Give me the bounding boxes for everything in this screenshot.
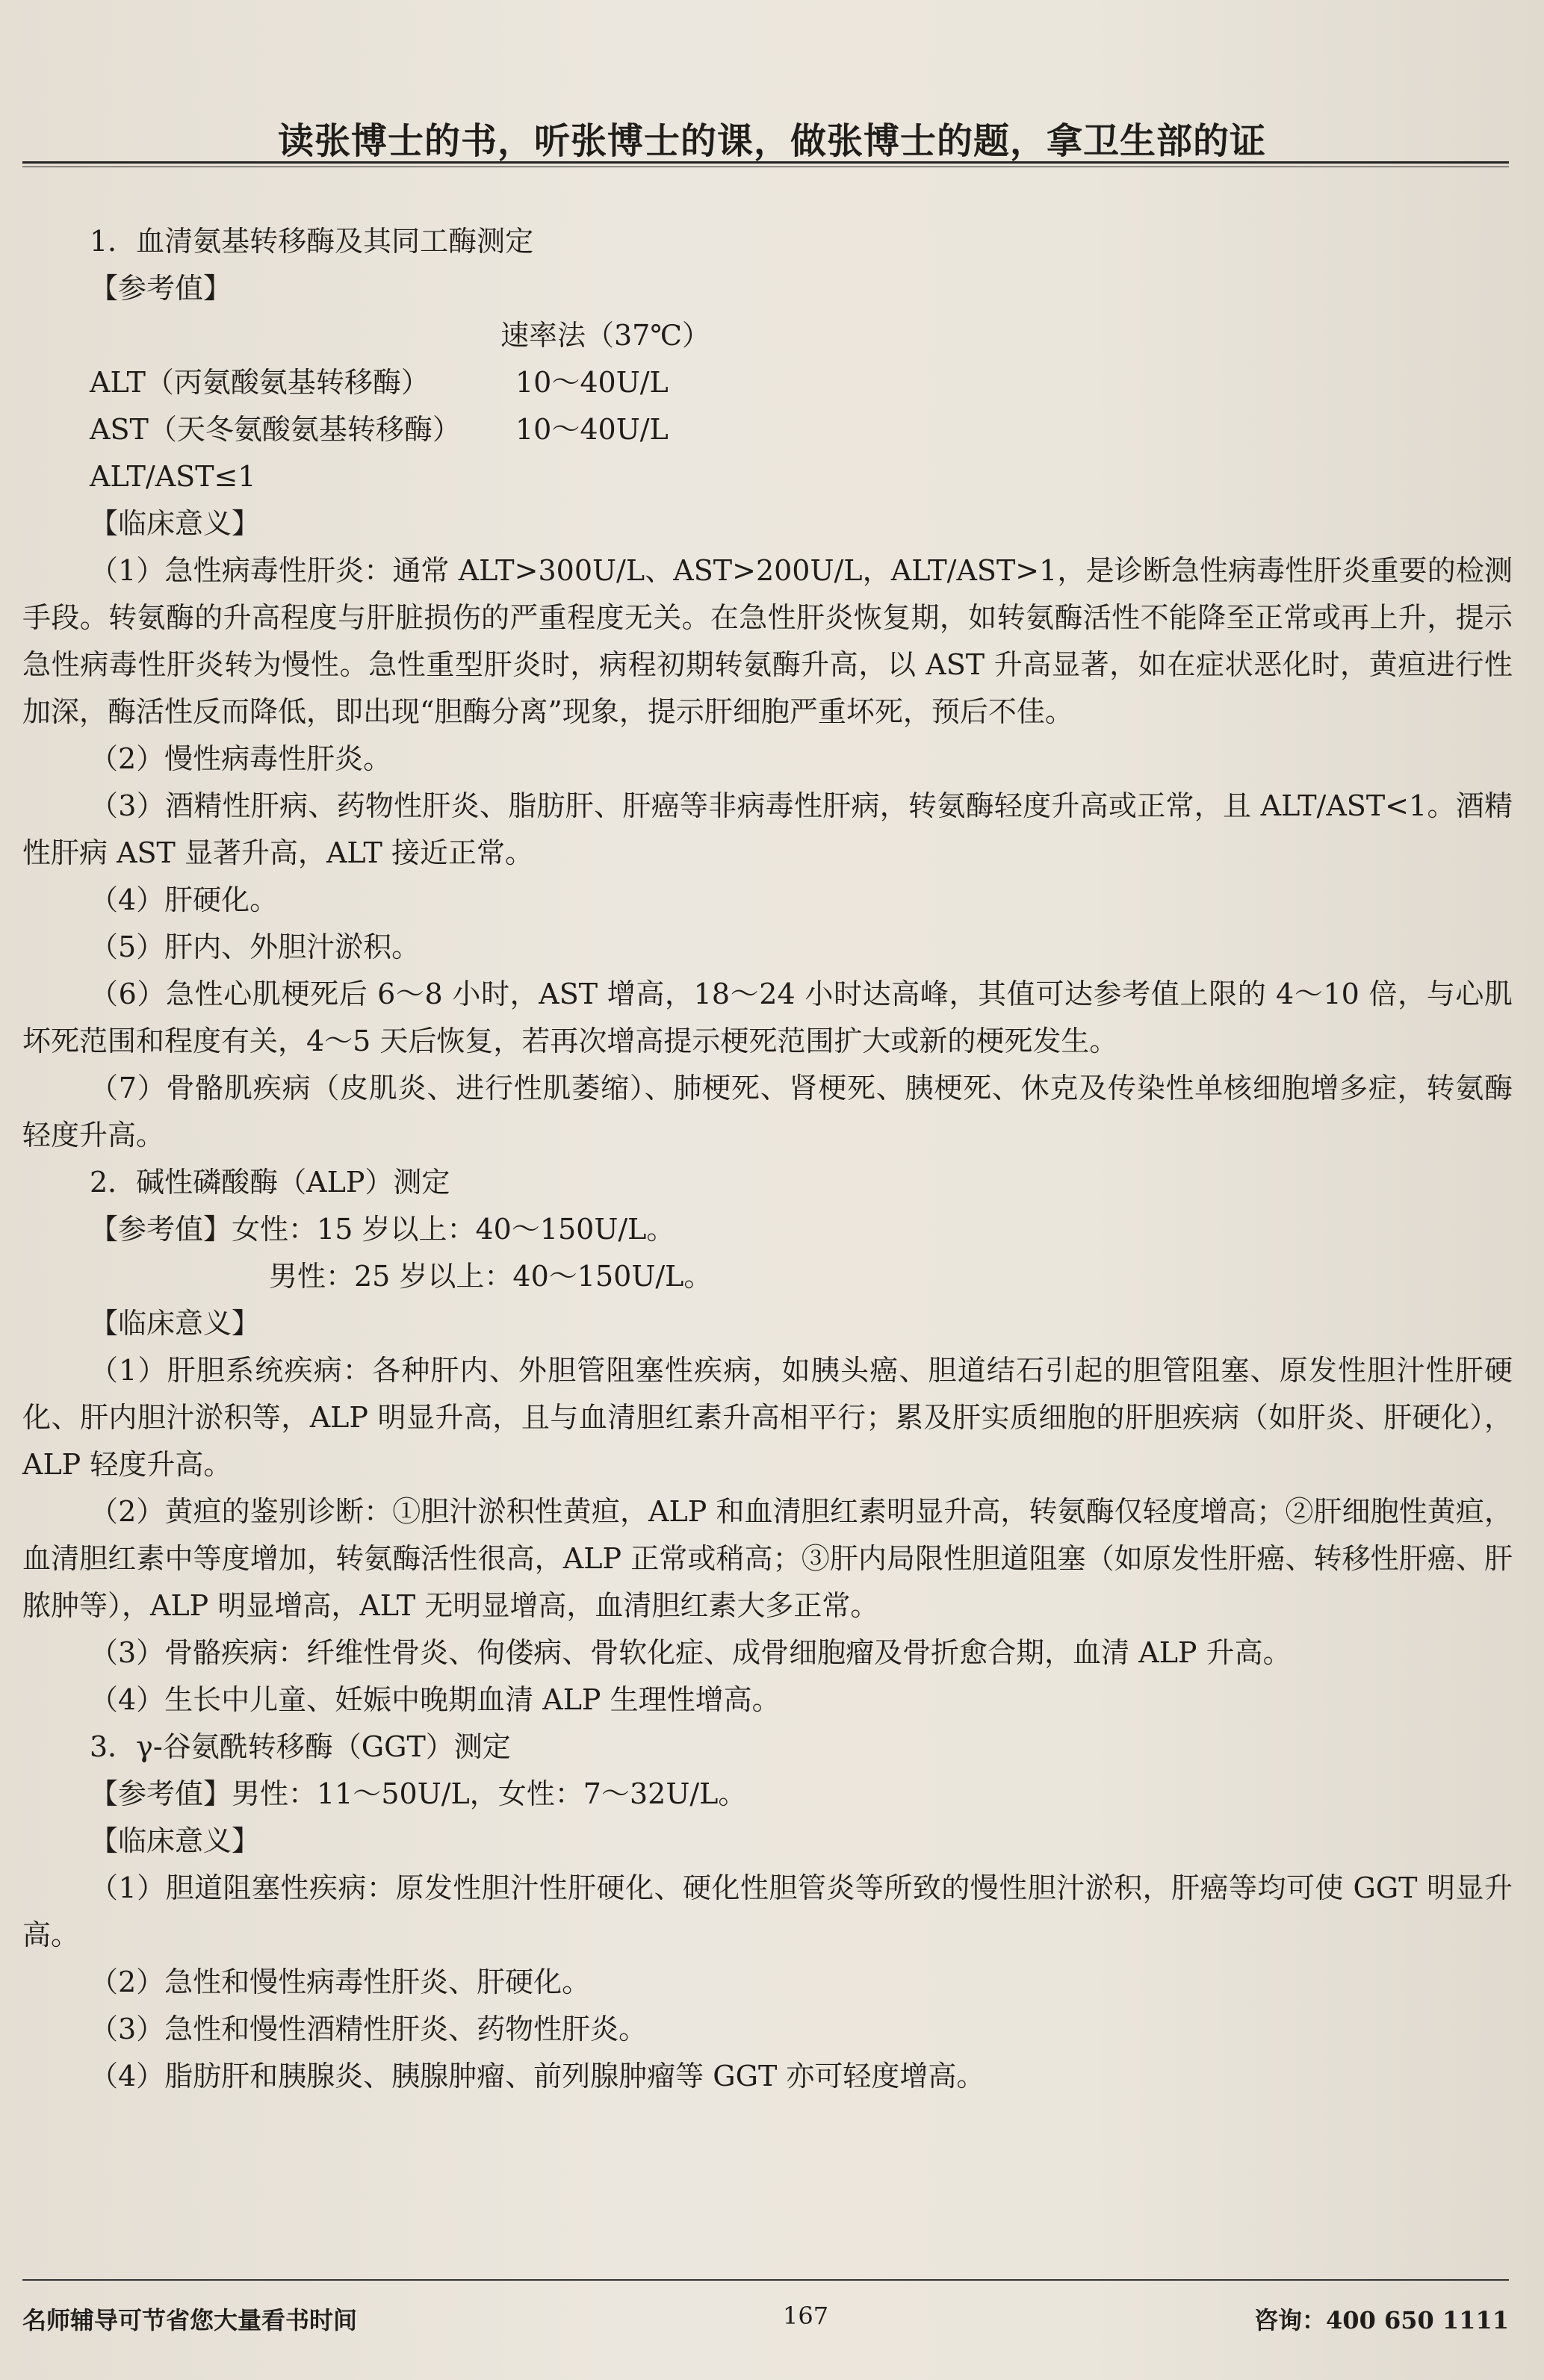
section-1-item-1: （1）急性病毒性肝炎：通常 ALT>300U/L、AST>200U/L，ALT/AST>1，是诊断急性病毒性肝炎重要的检测手段。转氨酶的升高程度与肝脏损伤的严重程度无关。在急性肝炎恢复期，如转氨酶活性不能降至正常或再上升，提示急性病毒性肝炎转为慢性。急性重型肝炎时，病程初期转氨酶升高，以 AST 升高显著，如在症状恶化时，黄疸进行性加深，酶活性反而降低，即出现“胆酶分离”现象，提示肝细胞严重坏死，预后不佳。 (22, 554, 1513, 728)
section-1-item-4: （4）肝硬化。 (90, 883, 279, 916)
section-1-item-5: （5）肝内、外胆汁淤积。 (90, 930, 421, 963)
section-1-item-2: （2）慢性病毒性肝炎。 (90, 742, 392, 775)
section-3-ref (22, 1771, 1513, 1818)
section-2-item-1: （1）肝胆系统疾病：各种肝内、外胆管阻塞性疾病，如胰头癌、胆道结石引起的胆管阻塞、原发性胆汁性肝硬化、肝内胆汁淤积等，ALP 明显升高，且与血清胆红素升高相平行；累及肝实质细胞的肝胆疾病（如肝炎、肝硬化），ALP 轻度升高。 (22, 1354, 1513, 1481)
section-2-clinical-label: 【临床意义】 (90, 1307, 261, 1340)
section-1-item-3: （3）酒精性肝病、药物性肝炎、脂肪肝、肝癌等非病毒性肝病，转氨酶轻度升高或正常，且 ALT/AST<1。酒精性肝病 AST 显著升高，ALT 接近正常。 (22, 789, 1513, 869)
section-2-item-2: （2）黄疸的鉴别诊断：①胆汁淤积性黄疸，ALP 和血清胆红素明显升高，转氨酶仅轻度增高；②肝细胞性黄疸，血清胆红素中等度增加，转氨酶活性很高，ALP 正常或稍高；③肝内局限性胆道阻塞（如原发性肝癌、转移性肝癌、肝脓肿等），ALP 明显增高，ALT 无明显增高，血清胆红素大多正常。 (22, 1495, 1513, 1622)
page-number: 167 (782, 2302, 829, 2330)
page-footer (22, 2302, 1509, 2336)
section-2-ref-label: 【参考值】 (90, 1213, 232, 1246)
ref-row-ast (22, 406, 1513, 453)
section-2-ref-male-row (22, 1253, 1513, 1300)
section-2-title: 2．碱性磷酸酶（ALP）测定 (90, 1166, 450, 1199)
footer-slogan: 名师辅导可节省您大量看书时间 (22, 2306, 358, 2334)
section-3-item-4: （4）脂肪肝和胰腺炎、胰腺肿瘤、前列腺肿瘤等 GGT 亦可轻度增高。 (90, 2060, 985, 2092)
section-1-clinical-label: 【临床意义】 (90, 507, 261, 540)
main-content (22, 218, 1513, 2100)
section-3-title: 3．γ-谷氨酰转移酶（GGT）测定 (90, 1730, 511, 1763)
section-3-ref-label: 【参考值】 (90, 1777, 232, 1810)
section-2-ref-female (22, 1206, 1513, 1253)
section-1-item-7: （7）骨骼肌疾病（皮肌炎、进行性肌萎缩）、肺梗死、肾梗死、胰梗死、休克及传染性单核细胞增多症，转氨酶轻度升高。 (22, 1072, 1513, 1152)
footer-contact: 咨询：400 650 1111 (1254, 2306, 1509, 2334)
ref-row-alt (22, 359, 1513, 406)
section-1-title: 1．血清氨基转移酶及其同工酶测定 (90, 225, 534, 258)
section-3-item-2: （2）急性和慢性病毒性肝炎、肝硬化。 (90, 1966, 591, 1998)
alt-name: ALT（丙氨酸氨基转移酶） (90, 366, 430, 399)
footer-rule (22, 2279, 1509, 2281)
section-1-item-6: （6）急性心肌梗死后 6～8 小时，AST 增高，18～24 小时达高峰，其值可达参考值上限的 4～10 倍，与心肌坏死范围和程度有关，4～5 天后恢复，若再次增高提示梗死范围扩大或新的梗死发生。 (22, 978, 1513, 1057)
section-3-item-1: （1）胆道阻塞性疾病：原发性胆汁性肝硬化、硬化性胆管炎等所致的慢性胆汁淤积，肝癌等均可使 GGT 明显升高。 (22, 1871, 1513, 1951)
page-header-title: 读张博士的书，听张博士的课，做张博士的题，拿卫生部的证 (277, 120, 1266, 162)
ast-name: AST（天冬氨酸氨基转移酶） (90, 413, 461, 446)
ref-male: 男性：25 岁以上：40～150U/L。 (269, 1260, 713, 1293)
section-3-item-3: （3）急性和慢性酒精性肝炎、药物性肝炎。 (90, 2013, 648, 2045)
section-1-method: 速率法（37℃） (500, 319, 710, 352)
ast-value: 10～40U/L (515, 413, 669, 446)
section-2-item-3: （3）骨骼疾病：纤维性骨炎、佝偻病、骨软化症、成骨细胞瘤及骨折愈合期，血清 ALP 升高。 (90, 1636, 1292, 1669)
alt-ast-ratio: ALT/AST≤1 (90, 460, 256, 493)
section-3-ref-text: 男性：11～50U/L，女性：7～32U/L。 (232, 1777, 747, 1810)
header-rule (22, 161, 1509, 167)
ref-female: 女性：15 岁以上：40～150U/L。 (232, 1213, 675, 1246)
section-2-item-4: （4）生长中儿童、妊娠中晚期血清 ALP 生理性增高。 (90, 1683, 781, 1716)
section-3-clinical-label: 【临床意义】 (90, 1824, 261, 1857)
alt-value: 10～40U/L (515, 366, 669, 399)
section-1-ref-label: 【参考值】 (90, 272, 232, 305)
